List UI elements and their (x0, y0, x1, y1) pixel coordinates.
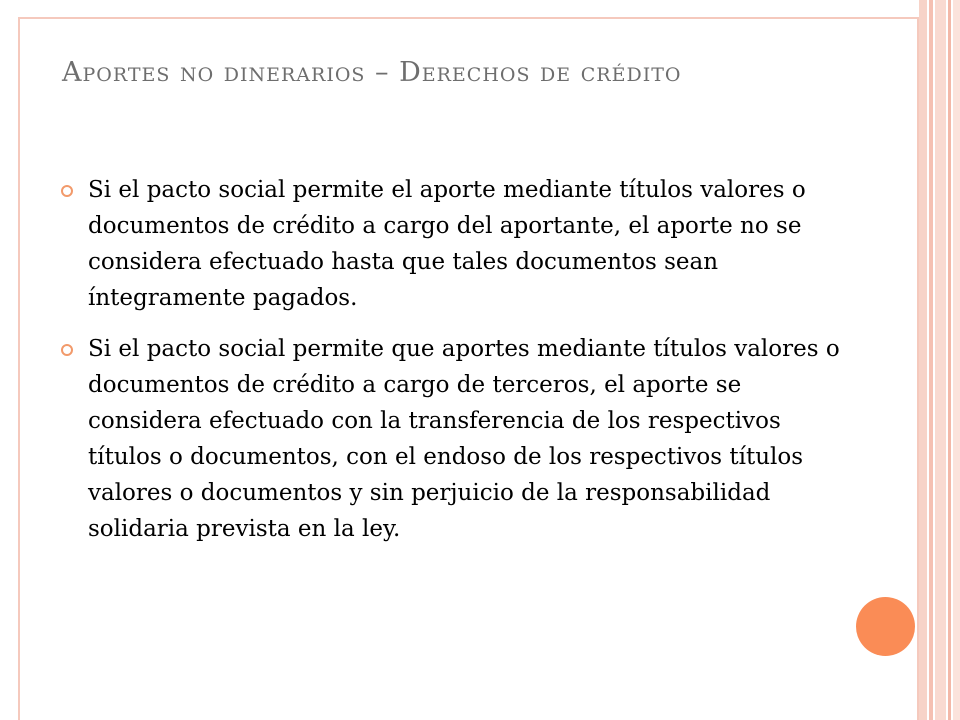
decorative-stripe (948, 0, 951, 720)
decorative-stripe (935, 0, 946, 720)
decorative-stripe (953, 0, 960, 720)
bullet-item (60, 172, 850, 316)
accent-circle-decoration (856, 597, 915, 656)
bullet-circle-icon (61, 185, 73, 197)
decorative-stripe (929, 0, 933, 720)
bullet-circle-icon (61, 344, 73, 356)
bullet-text: Si el pacto social permite que aportes mediante títulos valores o documentos de crédito a cargo de terceros, el aporte se considera efectuado con la transferencia de los respectivos títulos o documentos, con el endoso de los respectivos títulos valores o documentos y sin perjuicio de la responsabilidad solidaria prevista en la ley. (88, 336, 840, 542)
slide-title: Aportes no dinerarios – Derechos de crédito (62, 57, 682, 88)
bullet-list (60, 172, 850, 562)
bullet-item (60, 331, 850, 547)
bullet-text: Si el pacto social permite el aporte mediante títulos valores o documentos de crédito a cargo del aportante, el aporte no se considera efectuado hasta que tales documentos sean íntegramente pagados. (88, 177, 806, 311)
decorative-stripe (919, 0, 927, 720)
